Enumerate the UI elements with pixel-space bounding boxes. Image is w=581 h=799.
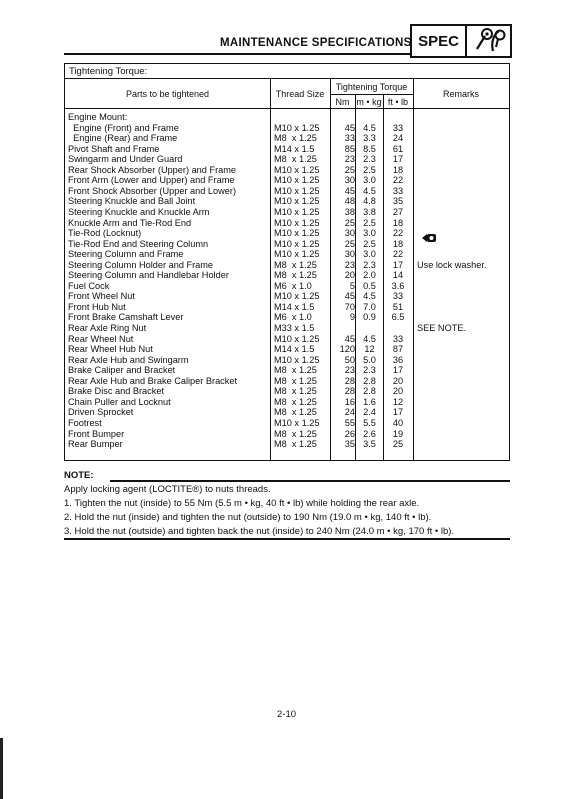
spec-badge bbox=[410, 24, 512, 58]
torque-nm-cell: 9 bbox=[349, 312, 355, 323]
torque-nm-cell: 85 bbox=[344, 143, 355, 154]
thread-size-cell: M8 x 1.25 bbox=[274, 407, 317, 418]
torque-ftlb-cell: 17 bbox=[392, 259, 404, 270]
torque-ftlb-cell: 36 bbox=[392, 354, 404, 365]
header-ftlb: ft • lb bbox=[387, 97, 409, 107]
torque-mkg-cell: 2.3 bbox=[363, 365, 376, 376]
torque-nm-cell: 28 bbox=[344, 386, 355, 397]
torque-mkg-cell: 4.5 bbox=[363, 185, 376, 196]
torque-mkg-cell: 5.0 bbox=[363, 354, 376, 365]
torque-ftlb-cell: 27 bbox=[392, 206, 404, 217]
thread-size-cell: M14 x 1.5 bbox=[274, 344, 315, 355]
table-row bbox=[65, 344, 509, 355]
torque-mkg-cell: 0.5 bbox=[363, 280, 376, 291]
thread-size-cell: M10 x 1.25 bbox=[274, 206, 320, 217]
part-cell: Fuel Cock bbox=[68, 280, 110, 291]
torque-nm-cell: 50 bbox=[344, 354, 355, 365]
header-mkg: m • kg bbox=[356, 97, 382, 107]
table-row bbox=[65, 218, 509, 229]
torque-ftlb-cell: 33 bbox=[392, 333, 404, 344]
torque-nm-cell: 28 bbox=[344, 375, 355, 386]
torque-nm-cell: 5 bbox=[349, 280, 355, 291]
torque-ftlb-cell: 17 bbox=[392, 407, 404, 418]
remarks-cell: SEE NOTE. bbox=[417, 323, 467, 333]
torque-ftlb-cell: 51 bbox=[392, 301, 404, 312]
torque-nm-cell: 23 bbox=[344, 365, 355, 376]
part-cell: Steering Column Holder and Frame bbox=[68, 259, 214, 270]
torque-mkg-cell: 12 bbox=[364, 344, 375, 355]
torque-table bbox=[64, 63, 510, 461]
torque-mkg-cell: 4.5 bbox=[363, 333, 376, 344]
part-cell: Steering Column and Handlebar Holder bbox=[68, 270, 229, 281]
table-body bbox=[65, 109, 509, 460]
thread-size-cell: M10 x 1.25 bbox=[274, 164, 320, 175]
torque-ftlb-cell: 33 bbox=[392, 185, 404, 196]
thread-size-cell: M10 x 1.25 bbox=[274, 185, 320, 196]
note-heading: NOTE: bbox=[64, 470, 94, 481]
part-cell: Steering Knuckle and Ball Joint bbox=[68, 196, 196, 207]
table-row bbox=[65, 323, 509, 334]
part-cell: Rear Axle Hub and Brake Caliper Bracket bbox=[68, 375, 238, 386]
torque-ftlb-cell: 18 bbox=[392, 217, 404, 228]
part-cell: Tie-Rod (Locknut) bbox=[68, 228, 142, 239]
part-cell: Front Shock Absorber (Upper and Lower) bbox=[68, 185, 237, 196]
table-row bbox=[65, 186, 509, 197]
torque-mkg-cell: 5.5 bbox=[363, 417, 376, 428]
header-tightening-torque: Tightening Torque bbox=[335, 82, 408, 92]
part-cell: Driven Sprocket bbox=[68, 407, 134, 418]
scan-edge-mark bbox=[0, 738, 3, 799]
torque-ftlb-cell: 22 bbox=[392, 175, 404, 186]
part-cell: Knuckle Arm and Tie-Rod End bbox=[68, 217, 192, 228]
part-cell: Engine (Front) and Frame bbox=[68, 122, 179, 133]
page-title: MAINTENANCE SPECIFICATIONS bbox=[220, 37, 412, 49]
torque-mkg-cell: 4.8 bbox=[363, 196, 376, 207]
header-parts: Parts to be tightened bbox=[125, 89, 210, 99]
torque-ftlb-cell: 40 bbox=[392, 417, 404, 428]
part-cell: Steering Column and Frame bbox=[68, 249, 184, 260]
torque-ftlb-cell: 33 bbox=[392, 122, 404, 133]
torque-ftlb-cell: 24 bbox=[392, 133, 404, 144]
thread-size-cell: M14 x 1.5 bbox=[274, 143, 315, 154]
part-cell: Rear Wheel Hub Nut bbox=[68, 344, 153, 355]
torque-nm-cell: 16 bbox=[344, 396, 355, 407]
header-thread-size: Thread Size bbox=[275, 89, 325, 99]
part-cell: Rear Axle Ring Nut bbox=[68, 323, 147, 333]
table-row bbox=[65, 334, 509, 345]
table-row bbox=[65, 239, 509, 250]
note-line: Apply locking agent (LOCTITE®) to nuts threads. bbox=[64, 484, 271, 495]
part-cell: Front Bumper bbox=[68, 428, 125, 439]
torque-nm-cell: 25 bbox=[344, 164, 355, 175]
header-nm: Nm bbox=[335, 97, 350, 107]
part-cell: Steering Knuckle and Knuckle Arm bbox=[68, 206, 210, 217]
torque-ftlb-cell: 22 bbox=[392, 228, 404, 239]
part-cell: Brake Caliper and Bracket bbox=[68, 365, 176, 376]
table-row bbox=[65, 397, 509, 408]
part-cell: Tie-Rod End and Steering Column bbox=[68, 238, 209, 249]
torque-nm-cell: 45 bbox=[344, 291, 355, 302]
table-row bbox=[65, 144, 509, 155]
torque-mkg-cell: 0.9 bbox=[363, 312, 376, 323]
torque-ftlb-cell: 35 bbox=[392, 196, 404, 207]
part-cell: Front Hub Nut bbox=[68, 301, 126, 312]
thread-size-cell: M14 x 1.5 bbox=[274, 301, 315, 312]
part-cell: Front Wheel Nut bbox=[68, 291, 135, 302]
torque-ftlb-cell: 20 bbox=[392, 386, 404, 397]
torque-nm-cell: 70 bbox=[344, 301, 355, 312]
torque-mkg-cell: 3.0 bbox=[363, 175, 376, 186]
thread-size-cell: M8 x 1.25 bbox=[274, 154, 317, 165]
thread-size-cell: M10 x 1.25 bbox=[274, 333, 320, 344]
thread-size-cell: M10 x 1.25 bbox=[274, 354, 320, 365]
thread-size-cell: M10 x 1.25 bbox=[274, 238, 320, 249]
torque-mkg-cell: 2.3 bbox=[363, 154, 376, 165]
notes-section bbox=[64, 470, 510, 537]
thread-size-cell: M10 x 1.25 bbox=[274, 122, 320, 133]
torque-mkg-cell: 4.5 bbox=[363, 291, 376, 302]
torque-nm-cell: 25 bbox=[344, 217, 355, 228]
torque-nm-cell: 23 bbox=[344, 154, 355, 165]
torque-ftlb-cell: 22 bbox=[392, 249, 404, 260]
thread-size-cell: M8 x 1.25 bbox=[274, 133, 317, 144]
torque-ftlb-cell: 12 bbox=[392, 396, 404, 407]
torque-nm-cell: 25 bbox=[344, 238, 355, 249]
part-cell: Footrest bbox=[68, 417, 102, 428]
part-cell: Rear Wheel Nut bbox=[68, 333, 134, 344]
thread-size-cell: M10 x 1.25 bbox=[274, 217, 320, 228]
torque-nm-cell: 55 bbox=[344, 417, 355, 428]
table-row bbox=[65, 418, 509, 429]
note-heading-rule bbox=[110, 480, 510, 482]
caption-rule bbox=[65, 78, 509, 79]
torque-nm-cell: 20 bbox=[344, 270, 355, 281]
torque-nm-cell: 30 bbox=[344, 249, 355, 260]
table-row bbox=[65, 365, 509, 376]
torque-ftlb-cell: 6.5 bbox=[391, 312, 405, 323]
thread-size-cell: M8 x 1.25 bbox=[274, 439, 317, 450]
note-line: 1. Tighten the nut (inside) to 55 Nm (5.5 m • kg, 40 ft • lb) while holding the rear axle. bbox=[64, 498, 420, 509]
remarks-cell: Use lock washer. bbox=[417, 259, 487, 270]
torque-mkg-cell: 3.8 bbox=[363, 206, 376, 217]
torque-nm-cell: 45 bbox=[344, 122, 355, 133]
part-cell: Front Arm (Lower and Upper) and Frame bbox=[68, 175, 235, 186]
part-cell: Pivot Shaft and Frame bbox=[68, 143, 160, 154]
table-row bbox=[65, 175, 509, 186]
torque-mkg-cell: 2.0 bbox=[363, 270, 376, 281]
torque-nm-cell: 48 bbox=[344, 196, 355, 207]
table-row bbox=[65, 249, 509, 260]
header-remarks: Remarks bbox=[442, 89, 479, 99]
torque-ftlb-cell: 14 bbox=[392, 270, 404, 281]
thread-size-cell: M33 x 1.5 bbox=[274, 323, 315, 333]
part-cell: Rear Bumper bbox=[68, 439, 123, 450]
torque-mkg-cell: 2.8 bbox=[363, 375, 376, 386]
torque-ftlb-cell: 20 bbox=[392, 375, 404, 386]
thread-size-cell: M10 x 1.25 bbox=[274, 291, 320, 302]
part-cell: Front Brake Camshaft Lever bbox=[68, 312, 184, 323]
table-row bbox=[65, 228, 509, 239]
thread-size-cell: M8 x 1.25 bbox=[274, 270, 317, 281]
part-cell: Brake Disc and Bracket bbox=[68, 386, 164, 397]
table-row bbox=[65, 407, 509, 418]
part-cell: Rear Axle Hub and Swingarm bbox=[68, 354, 189, 365]
page-number: 2-10 bbox=[277, 709, 297, 720]
table-row bbox=[65, 312, 509, 323]
torque-ftlb-cell: 3.6 bbox=[391, 280, 405, 291]
table-row bbox=[65, 355, 509, 366]
part-cell: Swingarm and Under Guard bbox=[68, 154, 183, 165]
part-cell: Chain Puller and Locknut bbox=[68, 396, 171, 407]
torque-nm-cell: 26 bbox=[344, 428, 355, 439]
torque-nm-cell: 30 bbox=[344, 175, 355, 186]
torque-mkg-cell: 2.5 bbox=[363, 164, 376, 175]
table-row bbox=[65, 376, 509, 387]
part-cell: Engine Mount: bbox=[68, 112, 128, 122]
thread-size-cell: M10 x 1.25 bbox=[274, 196, 320, 207]
thread-size-cell: M8 x 1.25 bbox=[274, 375, 317, 386]
table-row bbox=[65, 165, 509, 176]
torque-mkg-cell: 2.5 bbox=[363, 217, 376, 228]
thread-size-cell: M8 x 1.25 bbox=[274, 396, 317, 407]
torque-ftlb-cell: 17 bbox=[392, 365, 404, 376]
notes-end-rule bbox=[64, 538, 510, 540]
table-row bbox=[65, 154, 509, 165]
torque-ftlb-cell: 17 bbox=[392, 154, 404, 165]
torque-subheader-rule bbox=[330, 94, 413, 95]
table-row bbox=[65, 270, 509, 281]
torque-nm-cell: 35 bbox=[344, 439, 355, 450]
table-row bbox=[65, 281, 509, 292]
part-cell: Engine (Rear) and Frame bbox=[68, 133, 178, 144]
torque-mkg-cell: 2.8 bbox=[363, 386, 376, 397]
thread-size-cell: M6 x 1.0 bbox=[274, 312, 312, 323]
thread-size-cell: M8 x 1.25 bbox=[274, 428, 317, 439]
spec-badge-label: SPEC bbox=[412, 26, 467, 56]
header-rule bbox=[64, 53, 412, 55]
torque-ftlb-cell: 25 bbox=[392, 439, 404, 450]
thread-size-cell: M8 x 1.25 bbox=[274, 386, 317, 397]
table-row bbox=[65, 302, 509, 313]
thread-size-cell: M10 x 1.25 bbox=[274, 249, 320, 260]
torque-ftlb-cell: 18 bbox=[392, 164, 404, 175]
table-row bbox=[65, 196, 509, 207]
torque-mkg-cell: 3.3 bbox=[363, 133, 376, 144]
wrench-icon bbox=[467, 26, 510, 56]
torque-mkg-cell: 4.5 bbox=[363, 122, 376, 133]
torque-mkg-cell: 3.0 bbox=[363, 228, 376, 239]
table-row bbox=[65, 439, 509, 450]
torque-nm-cell: 38 bbox=[344, 206, 355, 217]
table-caption: Tightening Torque: bbox=[69, 66, 148, 77]
torque-nm-cell: 120 bbox=[339, 344, 355, 355]
part-cell: Rear Shock Absorber (Upper) and Frame bbox=[68, 164, 236, 175]
torque-mkg-cell: 3.5 bbox=[363, 439, 376, 450]
torque-nm-cell: 45 bbox=[344, 185, 355, 196]
table-row bbox=[65, 112, 509, 123]
table-row bbox=[65, 291, 509, 302]
torque-ftlb-cell: 61 bbox=[392, 143, 404, 154]
thread-size-cell: M6 x 1.0 bbox=[274, 280, 312, 291]
thread-size-cell: M10 x 1.25 bbox=[274, 228, 320, 239]
table-row bbox=[65, 133, 509, 144]
note-line: 3. Hold the nut (outside) and tighten back the nut (inside) to 240 Nm (24.0 m • kg, 170 ft • lb). bbox=[64, 526, 455, 537]
torque-nm-cell: 33 bbox=[344, 133, 355, 144]
torque-nm-cell: 24 bbox=[344, 407, 355, 418]
torque-mkg-cell: 7.0 bbox=[363, 301, 376, 312]
thread-size-cell: M8 x 1.25 bbox=[274, 365, 317, 376]
table-row bbox=[65, 260, 509, 271]
thread-size-cell: M10 x 1.25 bbox=[274, 175, 320, 186]
torque-nm-cell: 23 bbox=[344, 259, 355, 270]
torque-ftlb-cell: 19 bbox=[392, 428, 404, 439]
table-row bbox=[65, 123, 509, 134]
torque-mkg-cell: 2.6 bbox=[363, 428, 376, 439]
thread-size-cell: M10 x 1.25 bbox=[274, 417, 320, 428]
thread-size-cell: M8 x 1.25 bbox=[274, 259, 317, 270]
table-row bbox=[65, 207, 509, 218]
lock-washer-arrow-icon bbox=[421, 231, 437, 249]
note-line: 2. Hold the nut (inside) and tighten the nut (outside) to 190 Nm (19.0 m • kg, 140 ft • lb). bbox=[64, 512, 432, 523]
torque-mkg-cell: 2.5 bbox=[363, 238, 376, 249]
torque-nm-cell: 30 bbox=[344, 228, 355, 239]
torque-ftlb-cell: 87 bbox=[392, 344, 404, 355]
torque-mkg-cell: 2.4 bbox=[363, 407, 376, 418]
torque-mkg-cell: 1.6 bbox=[363, 396, 376, 407]
table-row bbox=[65, 386, 509, 397]
torque-nm-cell: 45 bbox=[344, 333, 355, 344]
torque-mkg-cell: 3.0 bbox=[363, 249, 376, 260]
torque-ftlb-cell: 18 bbox=[392, 238, 404, 249]
table-row bbox=[65, 429, 509, 440]
torque-ftlb-cell: 33 bbox=[392, 291, 404, 302]
torque-mkg-cell: 8.5 bbox=[363, 143, 376, 154]
torque-mkg-cell: 2.3 bbox=[363, 259, 376, 270]
